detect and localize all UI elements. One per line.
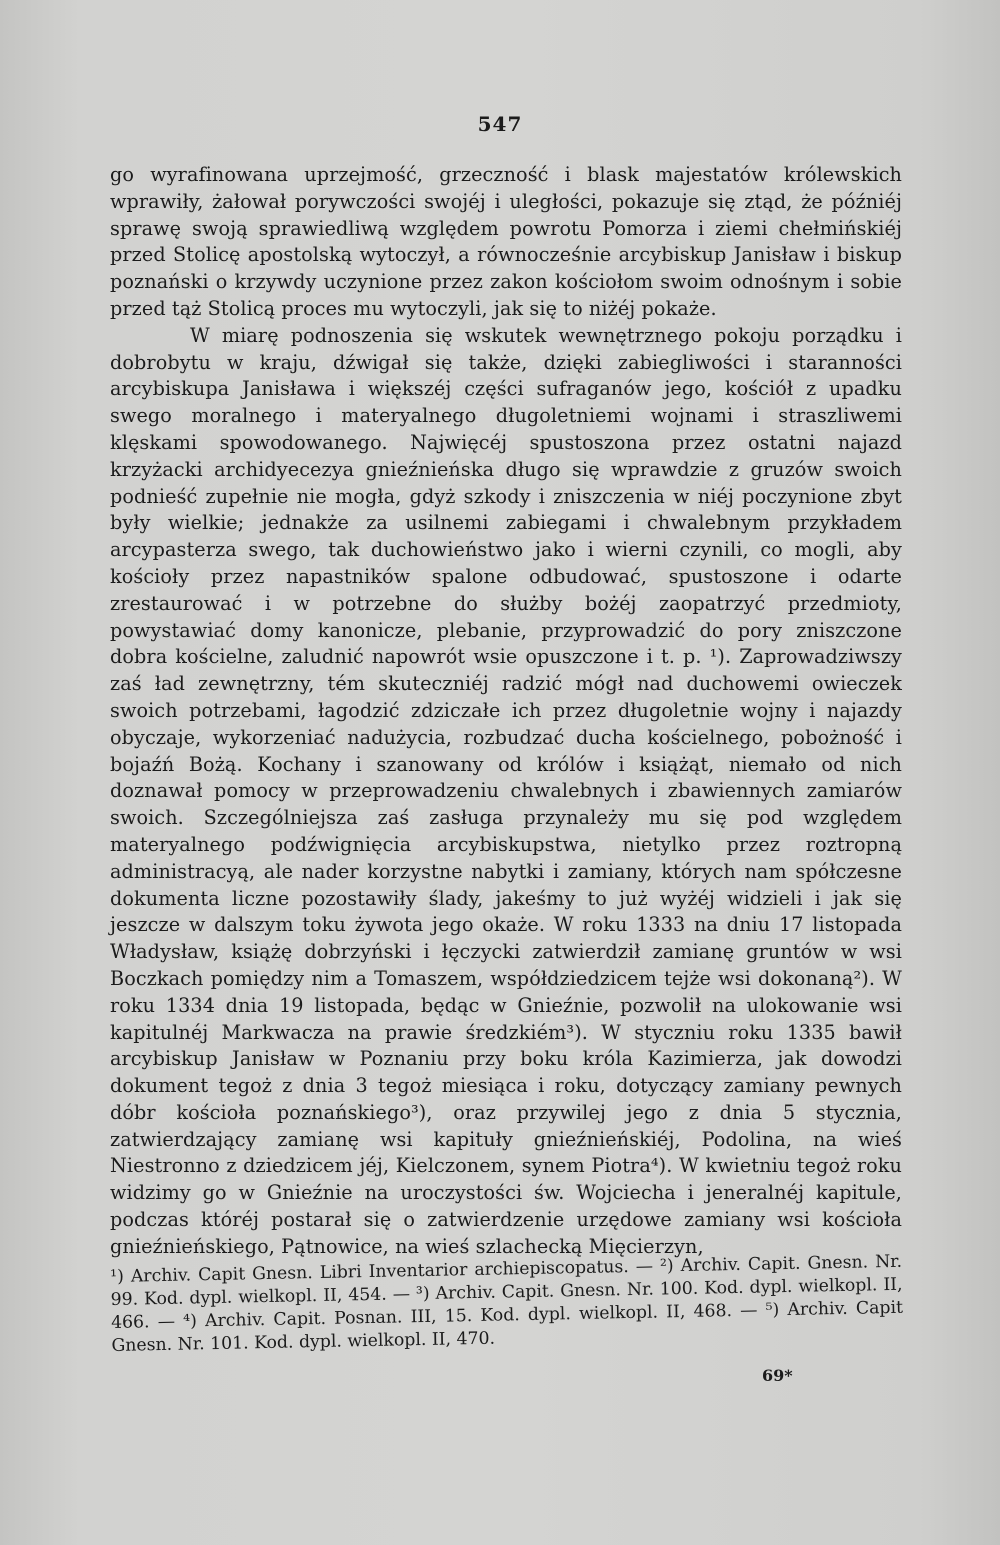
main-text [110, 162, 902, 1261]
paragraph-2: W miarę podnoszenia się wskutek wewnętrznego pokoju porządku i dobrobytu w kraju, dźwigał się także, dzięki zabiegliwości i staranności arcybiskupa Janisława i większéj części sufraganów jego, kościół z upadku swego moralnego i materyalnego długoletniemi wojnami i straszliwemi klęskami spowodowanego. Najwięcéj spustoszona przez ostatni najazd krzyżacki archidyecezya gnieźnieńska długo się wprawdzie z gruzów swoich podnieść zupełnie nie mogła, gdyż szkody i zniszczenia w niéj poczynione zbyt były wielkie; jednakże za usilnemi zabiegami i chwalebnym przykładem arcypasterza swego, tak duchowieństwo jako i wierni czynili, co mogli, aby kościoły przez napastników spalone odbudować, spustoszone i odarte zrestaurować i w potrzebne do służby bożéj zaopatrzyć przedmioty, powystawiać domy kanonicze, plebanie, przyprowadzić do pory zniszczone dobra kościelne, zaludnić napowrót wsie opuszczone i t. p. ¹). Zaprowadziwszy zaś ład zewnętrzny, tém skuteczniéj radzić mógł nad duchowemi owieczek swoich potrzebami, łagodzić zdziczałe ich przez długoletnie wojny i najazdy obyczaje, wykorzeniać nadużycia, rozbudzać ducha kościelnego, pobożność i bojaźń Bożą. Kochany i szanowany od królów i książąt, niemało od nich doznawał pomocy w przeprowadzeniu chwalebnych i zbawiennych zamiarów swoich. Szczególniejsza zaś zasługa przynależy mu się pod względem materyalnego podźwignięcia arcybiskupstwa, nietylko przez roztropną administracyą, ale nader korzystne nabytki i zamiany, których nam spółczesne dokumenta liczne pozostawiły ślady, jakeśmy to już wyżéj widzieli i jak się jeszcze w dalszym toku żywota jego okaże. W roku 1333 na dniu 17 listopada Władysław, książę dobrzyński i łęczycki zatwierdził zamianę gruntów w wsi Boczkach pomiędzy nim a Tomaszem, współdziedzicem tejże wsi dokonaną²). W roku 1334 dnia 19 listopada, będąc w Gnieźnie, pozwolił na ulokowanie wsi kapitulnéj Markwacza na prawie średzkiém³). W styczniu roku 1335 bawił arcybiskup Janisław w Poznaniu przy boku króla Kazimierza, jak dowodzi dokument tegoż z dnia 3 tegoż miesiąca i roku, dotyczący zamiany pewnych dóbr kościoła poznańskiego³), oraz przywilej jego z dnia 5 stycznia, zatwierdzający zamianę wsi kapituły gnieźnieńskiéj, Podolina, na wieś Niestronno z dziedzicem jéj, Kielczonem, synem Piotra⁴). W kwietniu tegoż roku widzimy go w Gnieźnie na uroczystości św. Wojciecha i jeneralnéj kapitule, podczas któréj postarał się o zatwierdzenie urzędowe zamiany wsi kościoła gnieźnieńskiego, Pątnowice, na wieś szlachecką Mięcierzyn, [110, 323, 902, 1258]
page-number: 547 [477, 112, 523, 136]
paragraph-1: go wyrafinowana uprzejmość, grzeczność i blask majestatów królewskich wprawiły, żałował porywczości swojéj i uległości, pokazuje się ztąd, że późniéj sprawę swoją sprawiedliwą względem powrotu Pomorza i ziemi chełmińskiéj przed Stolicę apostolską wytoczył, a równocześnie arcybiskup Janisław i biskup poznański o krzywdy uczynione przez zakon kościołom swoim odnośnym i sobie przed tąż Stolicą proces mu wytoczyli, jak się to niżéj pokaże. [110, 163, 902, 320]
footnote-text: ¹) Archiv. Capit Gnesn. Libri Inventarior archiepiscopatus. — ²) Archiv. Capit. Gnesn. Nr. 99. Kod. dypl. wielkopl. II, 454. — ³) Archiv. Capit. Gnesn. Nr. 100. Kod. dypl. wielkopl. II, 466. — ⁴) Archiv. Capit. Posnan. III, 15. Kod. dypl. wielkopl. II, 468. — ⁵) Archiv. Capit Gnesn. Nr. 101. Kod. dypl. wielkopl. II, 470. [110, 1251, 904, 1356]
footnotes [110, 1251, 904, 1358]
printer-signature-mark: 69* [762, 1366, 793, 1385]
